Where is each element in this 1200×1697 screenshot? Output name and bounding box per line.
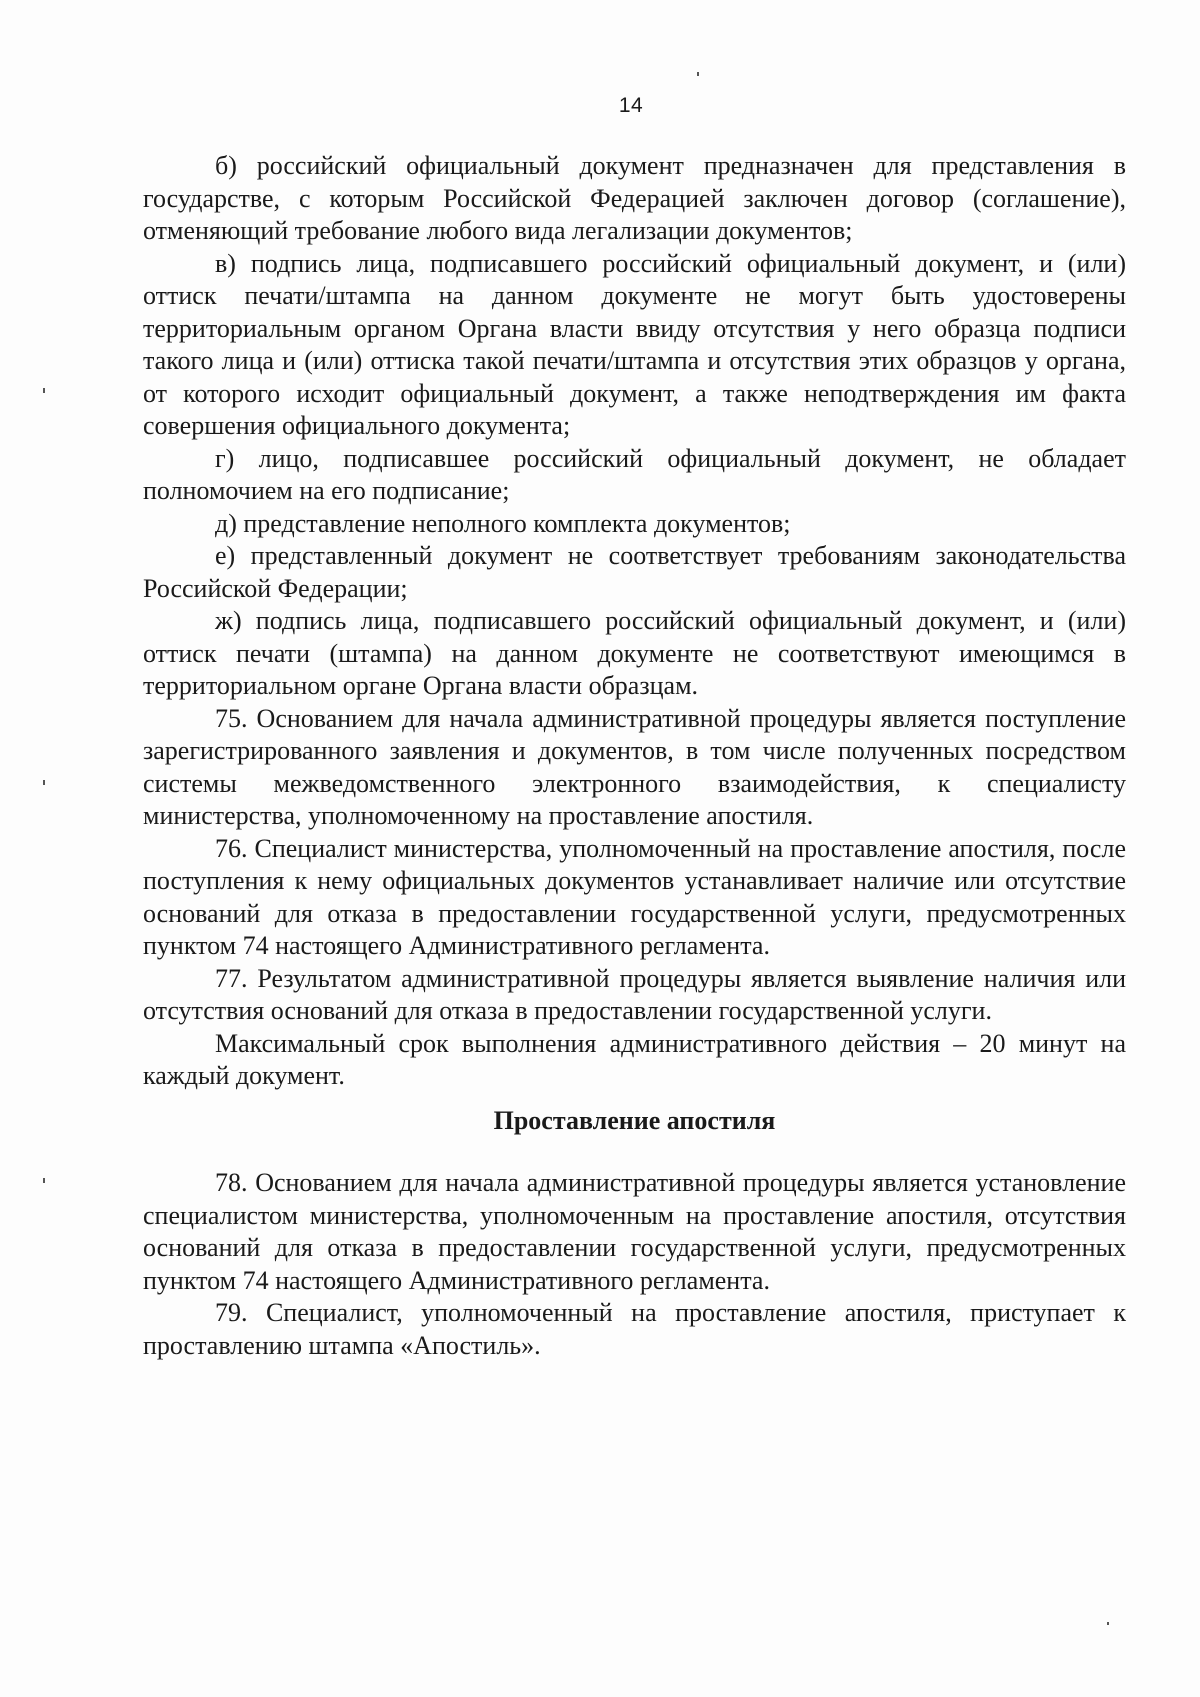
paragraph-76: 76. Специалист министерства, уполномоченный на проставление апостиля, после поступления к нему официальных документов устанавливает наличие или отсутствие оснований для отказа в предоставлении государственной услуги, предусмотренных пунктом 74 настоящего Административного регламента. [143,833,1126,960]
section-heading: Проставление апостиля [493,1105,776,1135]
scan-speck [697,72,699,76]
paragraph-77: 77. Результатом административной процедуры является выявление наличия или отсутствия оснований для отказа в предоставлении государственной услуги. [143,963,1126,1025]
paragraph-max-time: Максимальный срок выполнения административного действия – 20 минут на каждый документ. [143,1028,1126,1090]
paragraph-item-zh: ж) подпись лица, подписавшего российский официальный документ, и (или) оттиск печати (штампа) на данном документе не соответствуют имеющимся в территориальном органе Органа власти образцам. [143,606,1126,700]
paragraph-79: 79. Специалист, уполномоченный на проставление апостиля, приступает к проставлению штампа «Апостиль». [143,1298,1126,1360]
paragraph-78: 78. Основанием для начала административной процедуры является установление специалистом министерства, уполномоченным на проставление апостиля, отсутствия оснований для отказа в предоставлении государственной услуги, предусмотренных пунктом 74 настоящего Административного регламента. [143,1168,1126,1295]
paragraph-item-e: е) представленный документ не соответствует требованиям законодательства Российской Федерации; [143,541,1126,603]
paragraph-75: 75. Основанием для начала административной процедуры является поступление зарегистрированного заявления и документов, в том числе полученных посредством системы межведомственного электронного взаимодействия, к специалисту министерства, уполномоченному на проставление апостиля. [143,703,1126,830]
scan-speck [43,780,45,785]
document-body [143,150,1126,1362]
paragraph-item-g: г) лицо, подписавшее российский официальный документ, не обладает полномочием на его подписание; [143,443,1126,505]
scan-speck [43,388,45,393]
paragraph-item-b: б) российский официальный документ предназначен для представления в государстве, с которым Российской Федерацией заключен договор (соглашение), отменяющий требование любого вида легализации документов; [143,151,1126,245]
paragraph-item-d: д) представление неполного комплекта документов; [215,508,791,538]
page-number: 14 [618,94,644,117]
scan-speck [1107,1622,1109,1625]
scan-speck [43,1178,45,1183]
paragraph-item-v: в) подпись лица, подписавшего российский официальный документ, и (или) оттиск печати/штампа на данном документе не могут быть удостоверены территориальным органом Органа власти ввиду отсутствия у него образца подписи такого лица и (или) оттиска такой печати/штампа и отсутствия этих образцов у органа, от которого исходит официальный документ, а также неподтверждения им факта совершения официального документа; [143,248,1126,440]
